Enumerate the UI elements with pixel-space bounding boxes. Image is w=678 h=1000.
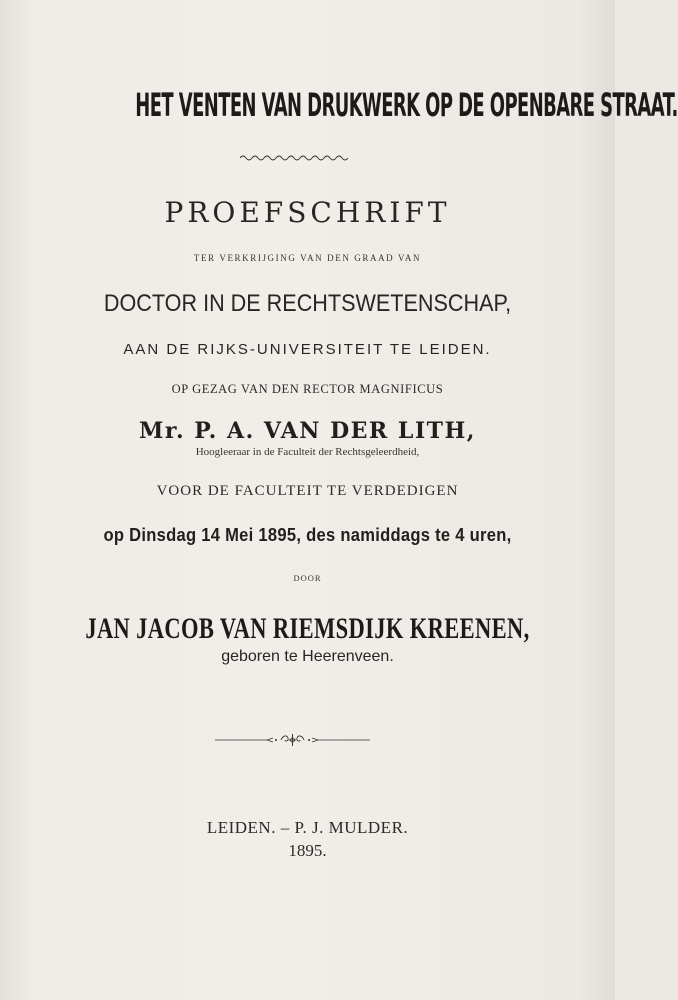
rector-title: Hoogleeraar in de Faculteit der Rechtsgeleerdheid, xyxy=(195,446,420,458)
publication-year: 1895. xyxy=(288,841,327,860)
author-birthplace: geboren te Heerenveen. xyxy=(221,648,394,665)
divider-ornament xyxy=(215,732,370,748)
rector-name: Mr. P. A. VAN DER LITH, xyxy=(139,418,476,444)
defense-line: VOOR DE FACULTEIT TE VERDEDIGEN xyxy=(156,483,459,499)
author-name: JAN JACOB VAN RIEMSDIJK KREENEN, xyxy=(85,612,530,645)
publisher-line: LEIDEN. – P. J. MULDER. xyxy=(206,818,409,837)
university-line: AAN DE RIJKS-UNIVERSITEIT TE LEIDEN. xyxy=(123,341,492,358)
document-heading: PROEFSCHRIFT xyxy=(164,196,451,229)
defense-date: op Dinsdag 14 Mei 1895, des namiddags te 4 uren, xyxy=(103,525,512,545)
degree-line: DOCTOR IN DE RECHTSWETENSCHAP, xyxy=(103,290,512,317)
by-line: DOOR xyxy=(293,573,322,583)
authority-line: OP GEZAG VAN DEN RECTOR MAGNIFICUS xyxy=(171,382,444,396)
purpose-line: TER VERKRIJGING VAN DEN GRAAD VAN xyxy=(193,253,422,263)
wavy-rule-ornament xyxy=(240,153,350,163)
thesis-title: HET VENTEN VAN DRUKWERK OP DE OPENBARE STRAAT. xyxy=(135,86,678,124)
